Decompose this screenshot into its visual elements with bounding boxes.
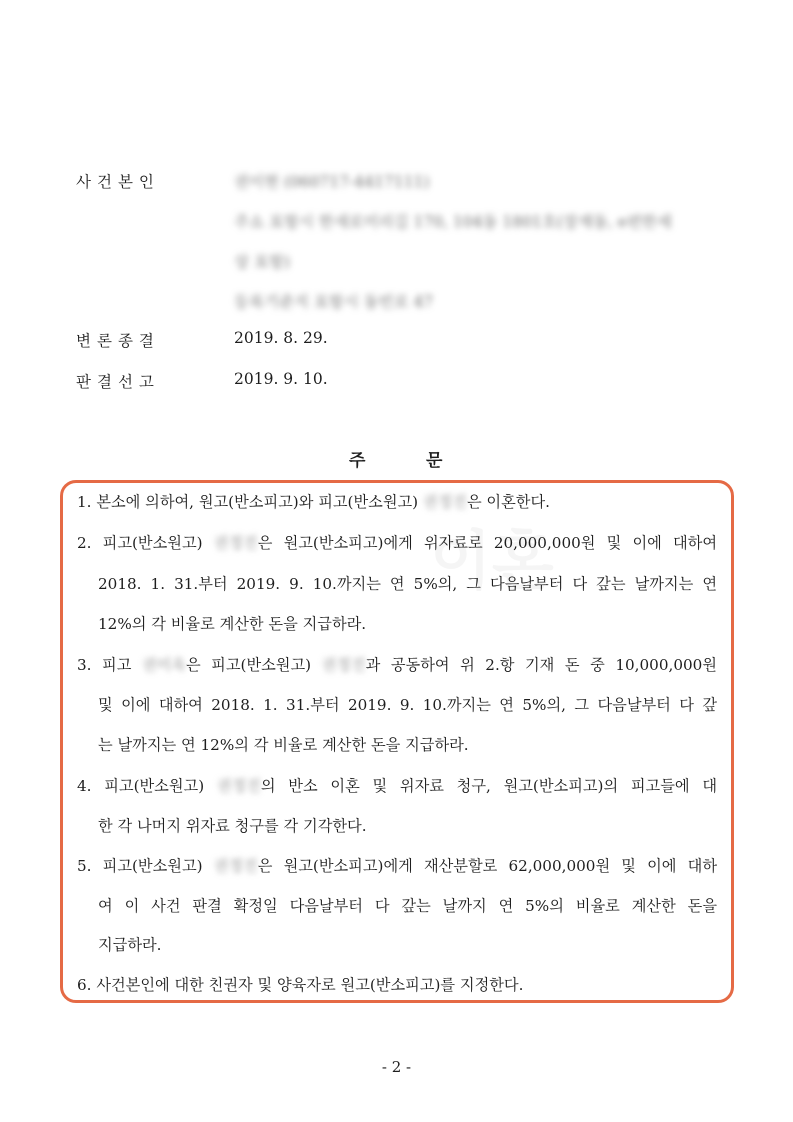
verdict-date: 2019. 9. 10. [234, 370, 328, 388]
order-item-2: 2. 피고(반소원고) 권정진은 원고(반소피고)에게 위자료로 20,000,000원 및 이에 대하여 [77, 534, 717, 552]
redacted-name: 권정진 [321, 656, 366, 674]
party-name: 권이현 (060717-4417111) [234, 173, 430, 191]
order-item-4-cont: 한 각 나머지 위자료 청구를 각 기각한다. [98, 817, 367, 835]
order-title-right: 문 [426, 451, 443, 471]
order-item-4: 4. 피고(반소원고) 권정진의 반소 이혼 및 위자료 청구, 원고(반소피고)의 피고들에 대 [77, 777, 717, 795]
order-item-5: 5. 피고(반소원고) 권정진은 원고(반소피고)에게 재산분할로 62,000,000원 및 이에 대하 [77, 857, 717, 875]
party-address-line1: 주소 포항시 한새로미리길 170, 104동 1801호(장재동, e편한세 [234, 213, 672, 231]
order-item-6: 6. 사건본인에 대한 친권자 및 양육자로 원고(반소피고)를 지정한다. [77, 976, 524, 994]
redacted-name: 권미옥 [141, 656, 186, 674]
party-address-line2: 상 포항) [234, 253, 290, 271]
order-item-2-cont: 2018. 1. 31.부터 2019. 9. 10.까지는 연 5%의, 그 다음날부터 다 갚는 날까지는 연 [98, 575, 717, 593]
redacted-name: 권정진 [422, 493, 467, 511]
close-date: 2019. 8. 29. [234, 329, 328, 347]
verdict-label: 판결선고 [76, 373, 160, 391]
close-label: 변론종결 [76, 332, 160, 350]
party-registration: 등록기준지 포항시 동빈로 47 [234, 293, 434, 311]
redacted-name: 권정진 [216, 777, 261, 795]
redacted-name: 권정진 [213, 857, 258, 875]
party-label: 사건본인 [76, 173, 160, 191]
order-item-1: 1. 본소에 의하여, 원고(반소피고)와 피고(반소원고) 권정진은 이혼한다. [77, 493, 550, 511]
order-item-5-cont: 지급하라. [98, 936, 162, 954]
order-item-3-cont: 및 이에 대하여 2018. 1. 31.부터 2019. 9. 10.까지는 연 5%의, 그 다음날부터 다 갚 [98, 696, 717, 714]
order-item-3-cont: 는 날까지는 연 12%의 각 비율로 계산한 돈을 지급하라. [98, 736, 469, 754]
page-number: - 2 - [381, 1058, 412, 1076]
redacted-name: 권정진 [213, 534, 258, 552]
order-item-3: 3. 피고 권미옥은 피고(반소원고) 권정진과 공동하여 위 2.항 기재 돈 중 10,000,000원 [77, 656, 717, 674]
order-title-left: 주 [349, 451, 366, 471]
order-item-2-cont: 12%의 각 비율로 계산한 돈을 지급하라. [98, 615, 367, 633]
order-item-5-cont: 여 이 사건 판결 확정일 다음날부터 다 갚는 날까지 연 5%의 비율로 계산한 돈을 [98, 897, 717, 915]
